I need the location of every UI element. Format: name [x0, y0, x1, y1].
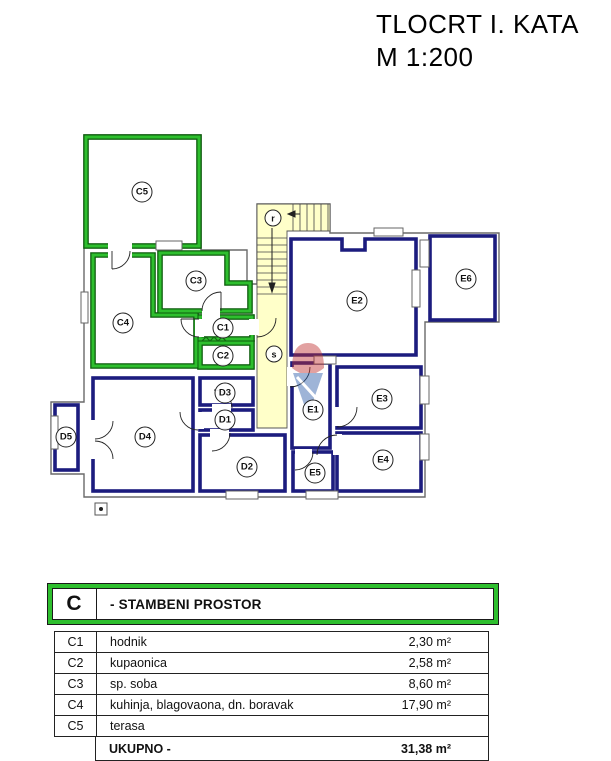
room-label-r: r [265, 210, 282, 227]
legend-row-C1 [54, 632, 489, 653]
room-label-C3: C3 [186, 271, 207, 292]
room-label-C2: C2 [213, 346, 234, 367]
legend-row-code: C4 [67, 698, 84, 712]
room-label-C5: C5 [132, 182, 153, 203]
room-label-E4: E4 [373, 450, 394, 471]
legend-row-code: C2 [67, 656, 84, 670]
room-label-E5: E5 [305, 463, 326, 484]
room-label-C4: C4 [113, 313, 134, 334]
room-label-E3: E3 [372, 389, 393, 410]
legend-row-C5 [54, 716, 489, 737]
drawing-title-line1: TLOCRT I. KATA [376, 9, 580, 39]
legend-row-name: kuhinja, blagovaona, dn. boravak [96, 695, 388, 715]
legend-total-label: UKUPNO - [109, 741, 171, 756]
legend-row-name: hodnik [96, 632, 388, 652]
legend-row-name: kupaonica [96, 653, 388, 673]
room-label-E6: E6 [456, 269, 477, 290]
room-label-D5: D5 [56, 427, 77, 448]
legend-row-area: 8,60 m² [408, 677, 451, 691]
legend-row-code: C3 [67, 677, 84, 691]
legend-row-area: 2,30 m² [408, 635, 451, 649]
room-label-s: s [266, 346, 283, 363]
legend-row-name: terasa [96, 716, 388, 736]
legend-row-C3 [54, 674, 489, 695]
room-label-E1: E1 [303, 400, 324, 421]
legend-row-area: 17,90 m² [401, 698, 451, 712]
room-label-D1: D1 [215, 410, 236, 431]
legend-row-C4 [54, 695, 489, 716]
legend-row-code: C1 [67, 635, 84, 649]
legend-row-name: sp. soba [96, 674, 388, 694]
room-label-D2: D2 [237, 457, 258, 478]
chimney-symbol [95, 503, 107, 515]
drawing-scale: M 1:200 [376, 42, 474, 72]
room-label-E2: E2 [347, 291, 368, 312]
legend-total-area: 31,38 m² [400, 741, 451, 756]
room-label-D4: D4 [135, 427, 156, 448]
legend-header [48, 584, 498, 624]
legend-table [54, 631, 489, 761]
legend-header-label: - STAMBENI PROSTOR [110, 596, 262, 612]
legend-row-code: C5 [67, 719, 84, 733]
legend-row-C2 [54, 653, 489, 674]
legend-total-row [95, 737, 489, 761]
room-label-C1: C1 [213, 318, 234, 339]
legend-header-code: C [52, 588, 97, 620]
legend-row-area: 2,58 m² [408, 656, 451, 670]
room-label-D3: D3 [215, 383, 236, 404]
